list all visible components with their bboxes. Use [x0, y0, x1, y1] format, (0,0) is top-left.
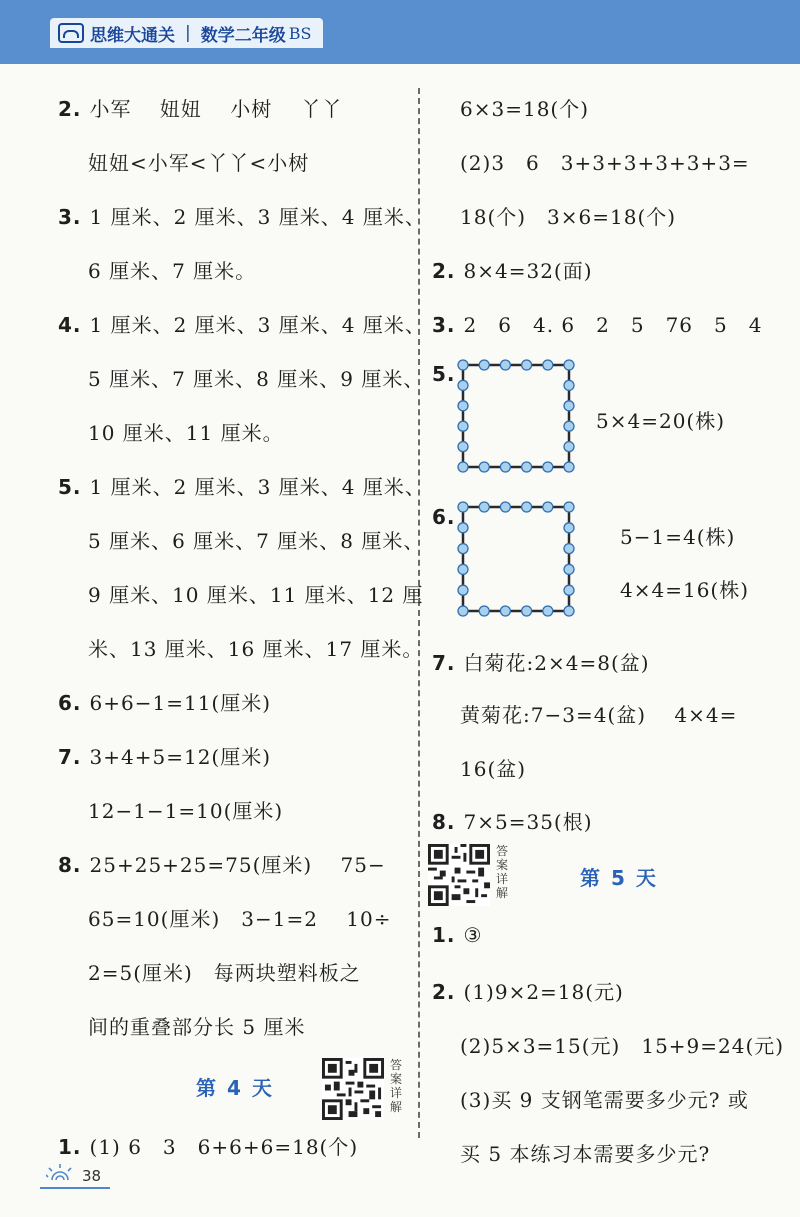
flower-dot — [479, 502, 489, 512]
flower-dot — [564, 462, 574, 472]
day4-title: 第 4 天 — [196, 1076, 274, 1100]
flower-dot — [564, 544, 574, 554]
flower-dot — [543, 462, 553, 472]
flower-dot — [500, 462, 510, 472]
answer-line: (2)3 6 3+3+3+3+3+3= — [460, 151, 750, 175]
square-flowerbed-diagram-5 — [454, 356, 580, 476]
answer-line: 18(个) 3×6=18(个) — [460, 205, 677, 229]
flower-dot — [479, 360, 489, 370]
answer-line: 5. 1 厘米、2 厘米、3 厘米、4 厘米、 — [58, 475, 426, 499]
answer-line: 5×4=20(株) — [596, 409, 726, 433]
book-title: 思维大通关 — [90, 25, 175, 46]
day5-title: 第 5 天 — [580, 866, 658, 890]
answer-line: 4. 1 厘米、2 厘米、3 厘米、4 厘米、 — [58, 313, 426, 337]
flower-dot — [458, 585, 468, 595]
answer-line: 8. 25+25+25=75(厘米) 75− — [58, 853, 386, 877]
answer-line: (2)5×3=15(元) 15+9=24(元) — [460, 1034, 785, 1058]
flower-dot — [458, 523, 468, 533]
answer-line: 2. (1)9×2=18(元) — [432, 980, 624, 1004]
flower-dot — [522, 606, 532, 616]
flower-dot — [458, 421, 468, 431]
flower-dot — [458, 606, 468, 616]
qr-label: 答案详解 — [496, 844, 509, 900]
qr-code-icon[interactable] — [322, 1058, 384, 1120]
answer-line: 10 厘米、11 厘米。 — [88, 421, 284, 445]
answer-line: 5−1=4(株) — [620, 525, 736, 549]
answer-line: 6×3=18(个) — [460, 97, 590, 121]
flower-dot — [543, 606, 553, 616]
answer-line: 米、13 厘米、16 厘米、17 厘米。 — [88, 637, 424, 661]
answer-line: 6 厘米、7 厘米。 — [88, 259, 257, 283]
flower-dot — [564, 380, 574, 390]
flower-dot — [458, 564, 468, 574]
answer-line: 9 厘米、10 厘米、11 厘米、12 厘 — [88, 583, 424, 607]
flower-dot — [564, 421, 574, 431]
header-tab — [50, 18, 323, 48]
flower-dot — [500, 502, 510, 512]
page-header — [0, 0, 800, 64]
answer-line: 3. 2 6 4. 6 2 5 76 5 4 — [432, 313, 763, 337]
answer-line: 6. 6+6−1=11(厘米) — [58, 691, 272, 715]
flower-dot — [479, 462, 489, 472]
flower-dot — [458, 462, 468, 472]
flower-dot — [458, 442, 468, 452]
flower-dot — [522, 360, 532, 370]
answer-line: 3. 1 厘米、2 厘米、3 厘米、4 厘米、 — [58, 205, 426, 229]
flower-dot — [564, 442, 574, 452]
answer-line: 1. (1) 6 3 6+6+6=18(个) — [58, 1135, 359, 1159]
answer-line: 黄菊花:7−3=4(盆) 4×4= — [460, 703, 738, 727]
answer-line: 5. — [432, 362, 456, 386]
flower-dot — [564, 502, 574, 512]
answer-line: (3)买 9 支钢笔需要多少元? 或 — [460, 1088, 749, 1112]
flower-dot — [458, 360, 468, 370]
flower-dot — [500, 606, 510, 616]
answer-line: 妞妞<小军<丫丫<小树 — [88, 151, 310, 175]
qr-label: 答案详解 — [390, 1058, 403, 1114]
answer-line: 买 5 本练习本需要多少元? — [460, 1142, 711, 1166]
answer-line: 1. ③ — [432, 923, 483, 947]
flower-dot — [458, 544, 468, 554]
flower-dot — [543, 360, 553, 370]
answer-line: 2. 小军 妞妞 小树 丫丫 — [58, 97, 343, 121]
flower-dot — [522, 502, 532, 512]
flower-dot — [522, 462, 532, 472]
answer-line: 2=5(厘米) 每两块塑料板之 — [88, 961, 361, 985]
flower-dot — [564, 606, 574, 616]
answer-line: 12−1−1=10(厘米) — [88, 799, 284, 823]
edition-label: BS — [288, 23, 312, 43]
column-divider — [418, 88, 420, 1138]
subject-label: 数学二年级 — [200, 25, 286, 46]
flower-dot — [564, 523, 574, 533]
book-logo-icon — [58, 23, 84, 43]
answer-line: 16(盆) — [460, 757, 527, 781]
answer-line: 4×4=16(株) — [620, 578, 750, 602]
square-flowerbed-diagram-6 — [454, 498, 580, 620]
answer-line: 5 厘米、7 厘米、8 厘米、9 厘米、 — [88, 367, 425, 391]
flower-dot — [458, 401, 468, 411]
flower-dot — [500, 360, 510, 370]
qr-code-icon[interactable] — [428, 844, 490, 906]
answer-line: 间的重叠部分长 5 厘米 — [88, 1015, 306, 1039]
answer-line: 7. 白菊花:2×4=8(盆) — [432, 651, 650, 675]
flower-dot — [458, 502, 468, 512]
flower-dot — [564, 401, 574, 411]
flower-dot — [458, 380, 468, 390]
flower-dot — [543, 502, 553, 512]
header-separator: | — [185, 23, 191, 43]
sun-swirl-icon — [46, 1162, 80, 1184]
answer-line: 6. — [432, 505, 456, 529]
answer-line: 5 厘米、6 厘米、7 厘米、8 厘米、 — [88, 529, 425, 553]
answer-line: 2. 8×4=32(面) — [432, 259, 593, 283]
page-number: 38 — [82, 1167, 102, 1185]
answer-line: 8. 7×5=35(根) — [432, 810, 593, 834]
answer-line: 65=10(厘米) 3−1=2 10÷ — [88, 907, 392, 931]
flower-dot — [479, 606, 489, 616]
flower-dot — [564, 564, 574, 574]
flower-dot — [564, 360, 574, 370]
flower-dot — [564, 585, 574, 595]
footer-rule — [40, 1187, 110, 1189]
answer-line: 7. 3+4+5=12(厘米) — [58, 745, 272, 769]
